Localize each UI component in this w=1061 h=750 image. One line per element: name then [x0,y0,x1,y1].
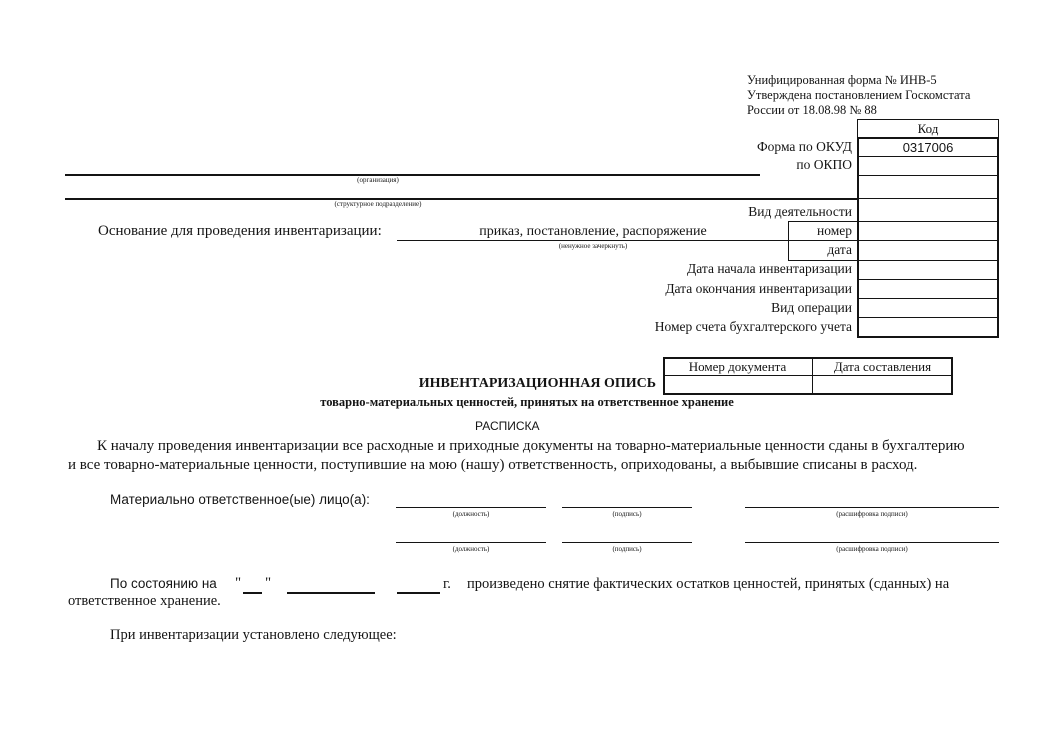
year-suffix: г. [443,576,451,592]
order-box-divider [788,240,858,241]
code-row-divider [857,279,999,280]
signature-caption: (подпись) [612,510,642,518]
department-caption: (структурное подразделение) [334,200,422,208]
signature-line [562,507,692,508]
form-title: Унифицированная форма № ИНВ-5 [747,73,937,87]
code-row-divider [857,156,999,157]
basis-caption: (ненужное зачеркнуть) [558,242,628,250]
receipt-text-line-2: и все товарно-материальные ценности, поступившие на мою (нашу) ответственность, оприходованы, а выбывшие списаны в расход. [68,457,918,473]
responsible-persons-label: Материально ответственное(ые) лицо(а): [110,492,370,507]
activity-label: Вид деятельности [748,204,852,219]
operation-type-label: Вид операции [771,300,852,315]
code-row-divider [857,198,999,199]
position-line [396,507,546,508]
okud-code-value: 0317006 [902,140,954,155]
code-row-divider [857,221,999,222]
signature-name-caption: (расшифровка подписи) [836,510,908,518]
signature-caption: (подпись) [612,545,642,553]
signature-line [562,542,692,543]
document-number-header: Номер документа [688,359,787,374]
signature-name-line [745,542,999,543]
basis-label: Основание для проведения инвентаризации: [98,223,382,239]
document-title: ИНВЕНТАРИЗАЦИОННАЯ ОПИСЬ [418,376,656,391]
day-quote-close: " [265,575,272,591]
organization-caption: (организация) [357,176,399,184]
start-date-label: Дата начала инвентаризации [687,261,852,276]
basis-line [397,240,788,241]
code-row-divider [857,175,999,176]
document-date-header: Дата составления [833,359,932,374]
document-subtitle: товарно-материальных ценностей, принятых на ответственное хранение [320,395,734,409]
code-header-label: Код [917,121,939,136]
year-line [397,592,440,594]
organization-line [65,174,760,176]
code-table [857,137,999,338]
position-caption: (должность) [452,510,490,518]
code-row-divider [857,317,999,318]
as-of-label: По состоянию на [110,576,217,591]
basis-value: приказ, постановление, распоряжение [479,224,707,239]
month-line [287,592,375,594]
code-row-divider [857,240,999,241]
department-line [65,198,857,200]
document-table-row-divider [663,375,953,376]
code-row-divider [857,260,999,261]
approval-date: России от 18.08.98 № 88 [747,103,877,117]
order-number-label: номер [816,223,852,238]
account-number-label: Номер счета бухгалтерского учета [654,319,852,334]
position-caption: (должность) [452,545,490,553]
end-date-label: Дата окончания инвентаризации [665,281,852,296]
day-quote-open: " [235,575,242,591]
order-date-label: дата [827,242,852,257]
signature-name-caption: (расшифровка подписи) [836,545,908,553]
receipt-heading: РАСПИСКА [475,419,540,433]
position-line [396,542,546,543]
receipt-text-line-1: К началу проведения инвентаризации все расходные и приходные документы на товарно-материальные ценности сданы в бухгалтерию [97,438,965,454]
day-line [243,592,262,594]
stocktake-text-line-2: ответственное хранение. [68,593,221,609]
stocktake-text-line-1: произведено снятие фактических остатков ценностей, принятых (сданных) на [467,576,950,592]
approval-text: Утверждена постановлением Госкомстата [747,88,971,102]
okpo-label: по ОКПО [796,157,852,172]
code-row-divider [857,298,999,299]
findings-label: При инвентаризации установлено следующее: [110,627,397,643]
okud-label: Форма по ОКУД [756,139,852,154]
signature-name-line [745,507,999,508]
